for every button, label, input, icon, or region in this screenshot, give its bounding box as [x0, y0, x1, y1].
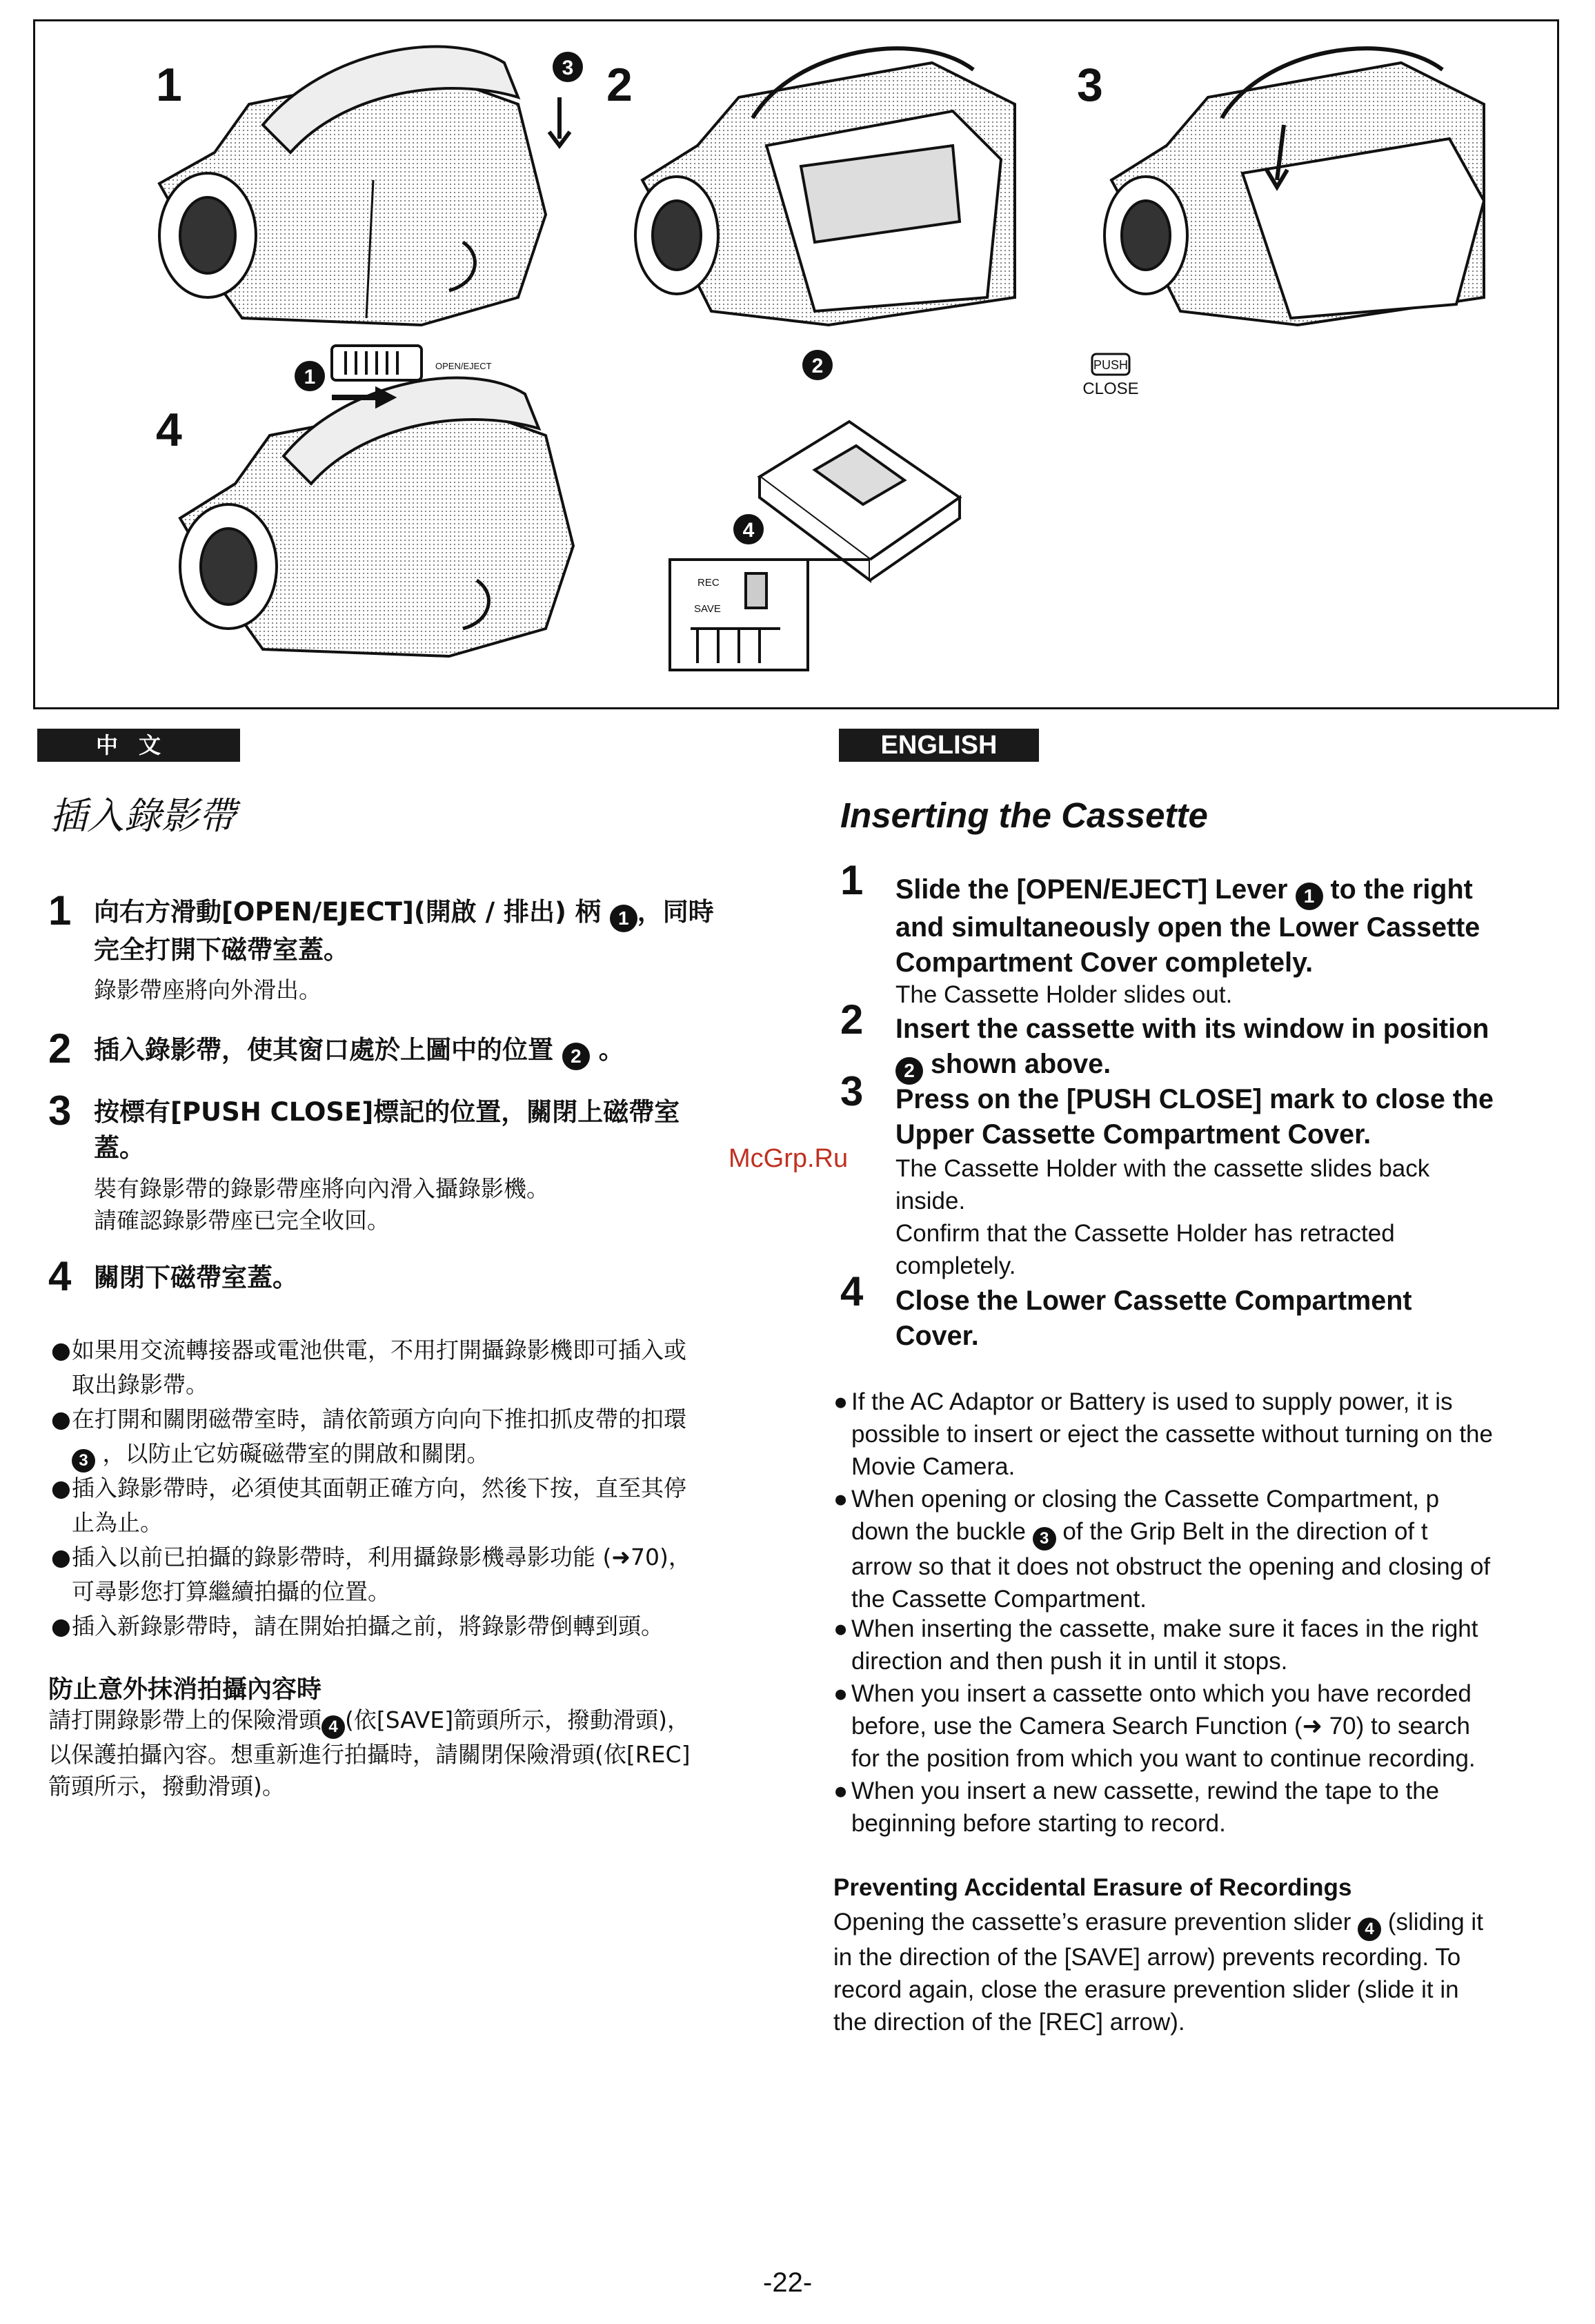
zh-step-2: [94, 1032, 777, 1070]
en-bullet-3-line-1: When inserting the cassette, make sure it faces in the right: [851, 1615, 1478, 1642]
en-step-3-b: Upper Cassette Compartment Cover.: [895, 1119, 1371, 1150]
en-step-1-b: to the right: [1330, 874, 1473, 905]
zh-step-number-1: 1: [48, 887, 72, 934]
en-bullet-5-line-2: beginning before starting to record.: [851, 1810, 1226, 1837]
zh-bullet-4-b: 可尋影您打算繼續拍攝的位置。: [72, 1578, 390, 1605]
en-prevent-title: Preventing Accidental Erasure of Recordings: [833, 1874, 1352, 1901]
en-step-1-a: Slide the [OPEN/EJECT] Lever: [895, 874, 1288, 905]
callout-4: 4: [742, 519, 755, 542]
en-step-3-note-4: completely.: [895, 1252, 1016, 1279]
en-callout-circle-4: 4: [1358, 1918, 1381, 1941]
zh-step-number-3: 3: [48, 1087, 72, 1134]
zh-bullet-3-a: 插入錄影帶時，必須使其面朝正確方向，然後下按，直至其停: [72, 1475, 686, 1501]
zh-step-1-note: 錄影帶座將向外滑出。: [94, 976, 321, 1003]
zh-prevent-c: 以保護拍攝內容。想重新進行拍攝時，請關閉保險滑頭(依[REC]: [48, 1741, 691, 1768]
callout-2: 2: [811, 355, 824, 377]
en-step-number-2: 2: [840, 996, 864, 1043]
zh-step-1-text: 向右方滑動[OPEN/EJECT](開啟 / 排出) 柄: [94, 897, 601, 927]
callout-circle-2: 2: [562, 1043, 590, 1070]
callout-circle-4: 4: [321, 1715, 345, 1739]
en-bullet-2-b: down the buckle: [851, 1518, 1026, 1545]
panel-number-1: 1: [156, 59, 182, 111]
en-step-number-3: 3: [840, 1068, 864, 1114]
en-step-2: [895, 1012, 1551, 1085]
zh-step-2-text-b: 。: [598, 1035, 624, 1065]
zh-step-3-note-2: 請確認錄影帶座已完全收回。: [94, 1207, 390, 1234]
en-step-4: [895, 1283, 1551, 1354]
zh-bullet-3: ● 插入錄影帶時，必須使其面朝正確方向，然後下按，直至其停 止為止。: [51, 1475, 686, 1536]
illustration-panel: [33, 19, 1559, 709]
camera-step2: [635, 48, 1015, 325]
en-callout-circle-3: 3: [1033, 1527, 1056, 1550]
zh-bullet-5: ● 插入新錄影帶時，請在開始拍攝之前，將錄影帶倒轉到頭。: [51, 1613, 664, 1639]
save-label: SAVE: [694, 603, 721, 615]
en-step-1-note: The Cassette Holder slides out.: [895, 981, 1233, 1008]
callout-3: 3: [562, 57, 574, 79]
en-bullet-4-line-1: When you insert a cassette onto which you have recorded: [851, 1680, 1472, 1707]
en-step-1-d: Compartment Cover completely.: [895, 947, 1314, 978]
en-prevent-c: in the direction of the [SAVE] arrow) prevents recording. To: [833, 1944, 1461, 1971]
en-step-4-a: Close the Lower Cassette Compartment: [895, 1286, 1412, 1316]
page-number: -22-: [763, 2267, 813, 2298]
zh-bullet-1-a: 如果用交流轉接器或電池供電，不用打開攝錄影機即可插入或: [72, 1337, 686, 1363]
zh-step-3-text: 按標有[PUSH CLOSE]標記的位置，關閉上磁帶室: [94, 1097, 680, 1127]
zh-step-1-text-c: 完全打開下磁帶室蓋。: [94, 935, 349, 965]
en-step-3-note-3: Confirm that the Cassette Holder has retracted: [895, 1220, 1395, 1247]
zh-bullet-4-a: 插入以前已拍攝的錄影帶時，利用攝錄影機尋影功能 (➜70)，: [72, 1544, 691, 1570]
zh-bullet-2-a: 在打開和關閉磁帶室時，請依箭頭方向向下推扣抓皮帶的扣環: [72, 1406, 686, 1432]
zh-step-number-4: 4: [48, 1253, 72, 1299]
zh-prevent-b: (依[SAVE]箭頭所示，撥動滑頭)，: [345, 1706, 690, 1733]
camera-illustrations: [35, 21, 1557, 707]
rec-label: REC: [697, 577, 720, 589]
zh-prevent-title: 防止意外抹消拍攝內容時: [48, 1675, 322, 1704]
camera-step1: [159, 47, 546, 325]
en-callout-circle-1: 1: [1296, 883, 1323, 910]
en-step-3-a: Press on the [PUSH CLOSE] mark to close the: [895, 1084, 1494, 1114]
zh-bullet-5-a: 插入新錄影帶時，請在開始拍攝之前，將錄影帶倒轉到頭。: [72, 1613, 664, 1639]
en-step-4-b: Cover.: [895, 1321, 979, 1351]
push-label: PUSH: [1093, 358, 1129, 372]
zh-bullet-3-b: 止為止。: [72, 1509, 163, 1536]
callout-1: 1: [304, 366, 316, 388]
zh-prevent-text: [48, 1704, 786, 1802]
en-step-number-1: 1: [840, 857, 864, 903]
en-bullet-4: ● When you insert a cassette onto which you have recorded before, use the Camera Search Function (➜ 70) to search for the position from which you want to continue recording.: [833, 1680, 1476, 1772]
chinese-title: 插入錄影帶: [50, 794, 236, 838]
en-step-1-c: and simultaneously open the Lower Cassette: [895, 912, 1480, 943]
zh-bullet-1: ● 如果用交流轉接器或電池供電，不用打開攝錄影機即可插入或 取出錄影帶。: [51, 1337, 686, 1398]
zh-step-3-text-c: 蓋。: [94, 1133, 145, 1163]
panel-number-2: 2: [606, 59, 633, 111]
en-bullet-3-line-2: direction and then push it in until it stops.: [851, 1648, 1288, 1675]
en-step-2-b: shown above.: [930, 1049, 1111, 1079]
zh-step-1: [94, 894, 777, 968]
en-prevent-a: Opening the cassette’s erasure prevention slider: [833, 1909, 1351, 1936]
zh-prevent-d: 箭頭所示，撥動滑頭)。: [48, 1773, 285, 1800]
en-bullet-2-e: the Cassette Compartment.: [851, 1586, 1147, 1613]
zh-bullet-4: ● 插入以前已拍攝的錄影帶時，利用攝錄影機尋影功能 (➜70)， 可尋影您打算繼續拍攝的位置。: [51, 1544, 691, 1605]
watermark: McGrp.Ru: [729, 1144, 849, 1173]
panel-number-4: 4: [156, 404, 182, 456]
en-bullet-2-c: of the Grip Belt in the direction of t: [1062, 1518, 1428, 1545]
en-step-3: [895, 1082, 1551, 1152]
en-bullet-5-line-1: When you insert a new cassette, rewind the tape to the: [851, 1778, 1440, 1804]
en-prevent-e: the direction of the [REC] arrow).: [833, 2009, 1185, 2036]
en-callout-circle-2: 2: [895, 1057, 923, 1085]
chinese-section-header: 中文: [37, 729, 240, 762]
camera-step4: [180, 378, 573, 656]
callout-circle-1: 1: [610, 905, 637, 932]
en-bullet-3: ● When inserting the cassette, make sure it faces in the right direction and then push it in until it stops.: [833, 1615, 1478, 1675]
english-section-header: ENGLISH: [839, 729, 1039, 762]
en-bullet-5: ● When you insert a new cassette, rewind the tape to the beginning before starting to record.: [833, 1778, 1440, 1837]
en-step-3-note-2: inside.: [895, 1188, 966, 1214]
en-prevent-d: record again, close the erasure prevention slider (slide it in: [833, 1976, 1459, 2003]
zh-bullet-2: ● 在打開和關閉磁帶室時，請依箭頭方向向下推扣抓皮帶的扣環 3 ，以防止它妨礙磁帶室的開啟和關閉。: [72, 1402, 769, 1473]
en-bullet-2-d: arrow so that it does not obstruct the opening and closing of: [851, 1553, 1491, 1580]
en-prevent-b: (sliding it: [1387, 1909, 1483, 1936]
close-label: CLOSE: [1082, 380, 1139, 398]
en-step-number-4: 4: [840, 1268, 864, 1314]
en-bullet-4-line-2: before, use the Camera Search Function (➜ 70) to search: [851, 1713, 1470, 1740]
en-step-1: [895, 872, 1551, 981]
en-bullet-1: ● If the AC Adaptor or Battery is used to supply power, it is possible to insert or eject the cassette without turning on the Movie Camera.: [833, 1388, 1493, 1480]
callout-circle-3: 3: [72, 1449, 95, 1473]
cassette-illustration: [760, 422, 960, 580]
camera-step3: [1104, 48, 1484, 325]
zh-step-number-2: 2: [48, 1025, 72, 1072]
en-bullet-2: ● When opening or closing the Cassette Compartment, p down the buckle 3 of the Grip Belt in the direction of t arrow so that it does not obstruct the opening and closing of the Cassette Compartment.: [833, 1486, 1491, 1613]
en-step-3-note: [895, 1152, 1530, 1282]
en-bullet-1-line-3: Movie Camera.: [851, 1453, 1016, 1480]
en-prevent-text: [833, 1906, 1558, 2038]
open-eject-label: OPEN/EJECT: [435, 361, 492, 371]
en-bullet-2-a: When opening or closing the Cassette Compartment, p: [851, 1486, 1440, 1513]
zh-step-1-text-b: ，同時: [637, 897, 714, 927]
english-title: Inserting the Cassette: [840, 796, 1208, 835]
en-bullet-1-line-2: possible to insert or eject the cassette without turning on the: [851, 1421, 1493, 1448]
zh-bullet-2-b: ，以防止它妨礙磁帶室的開啟和關閉。: [102, 1440, 490, 1467]
zh-prevent-a: 請打開錄影帶上的保險滑頭: [48, 1706, 321, 1733]
en-step-3-note-1: The Cassette Holder with the cassette slides back: [895, 1155, 1430, 1182]
zh-bullet-1-b: 取出錄影帶。: [72, 1371, 208, 1398]
zh-step-2-text: 插入錄影帶，使其窗口處於上圖中的位置: [94, 1035, 553, 1065]
zh-step-3-note: 裝有錄影帶的錄影帶座將向內滑入攝錄影機。: [94, 1175, 549, 1202]
zh-step-3: [94, 1094, 784, 1166]
en-step-2-a: Insert the cassette with its window in position: [895, 1014, 1489, 1044]
en-bullet-4-line-3: for the position from which you want to continue recording.: [851, 1745, 1476, 1772]
panel-number-3: 3: [1077, 59, 1103, 111]
rec-save-inset: [670, 560, 870, 670]
zh-step-4: 關閉下磁帶室蓋。: [94, 1263, 298, 1292]
en-bullet-1-line-1: If the AC Adaptor or Battery is used to supply power, it is: [851, 1388, 1453, 1415]
